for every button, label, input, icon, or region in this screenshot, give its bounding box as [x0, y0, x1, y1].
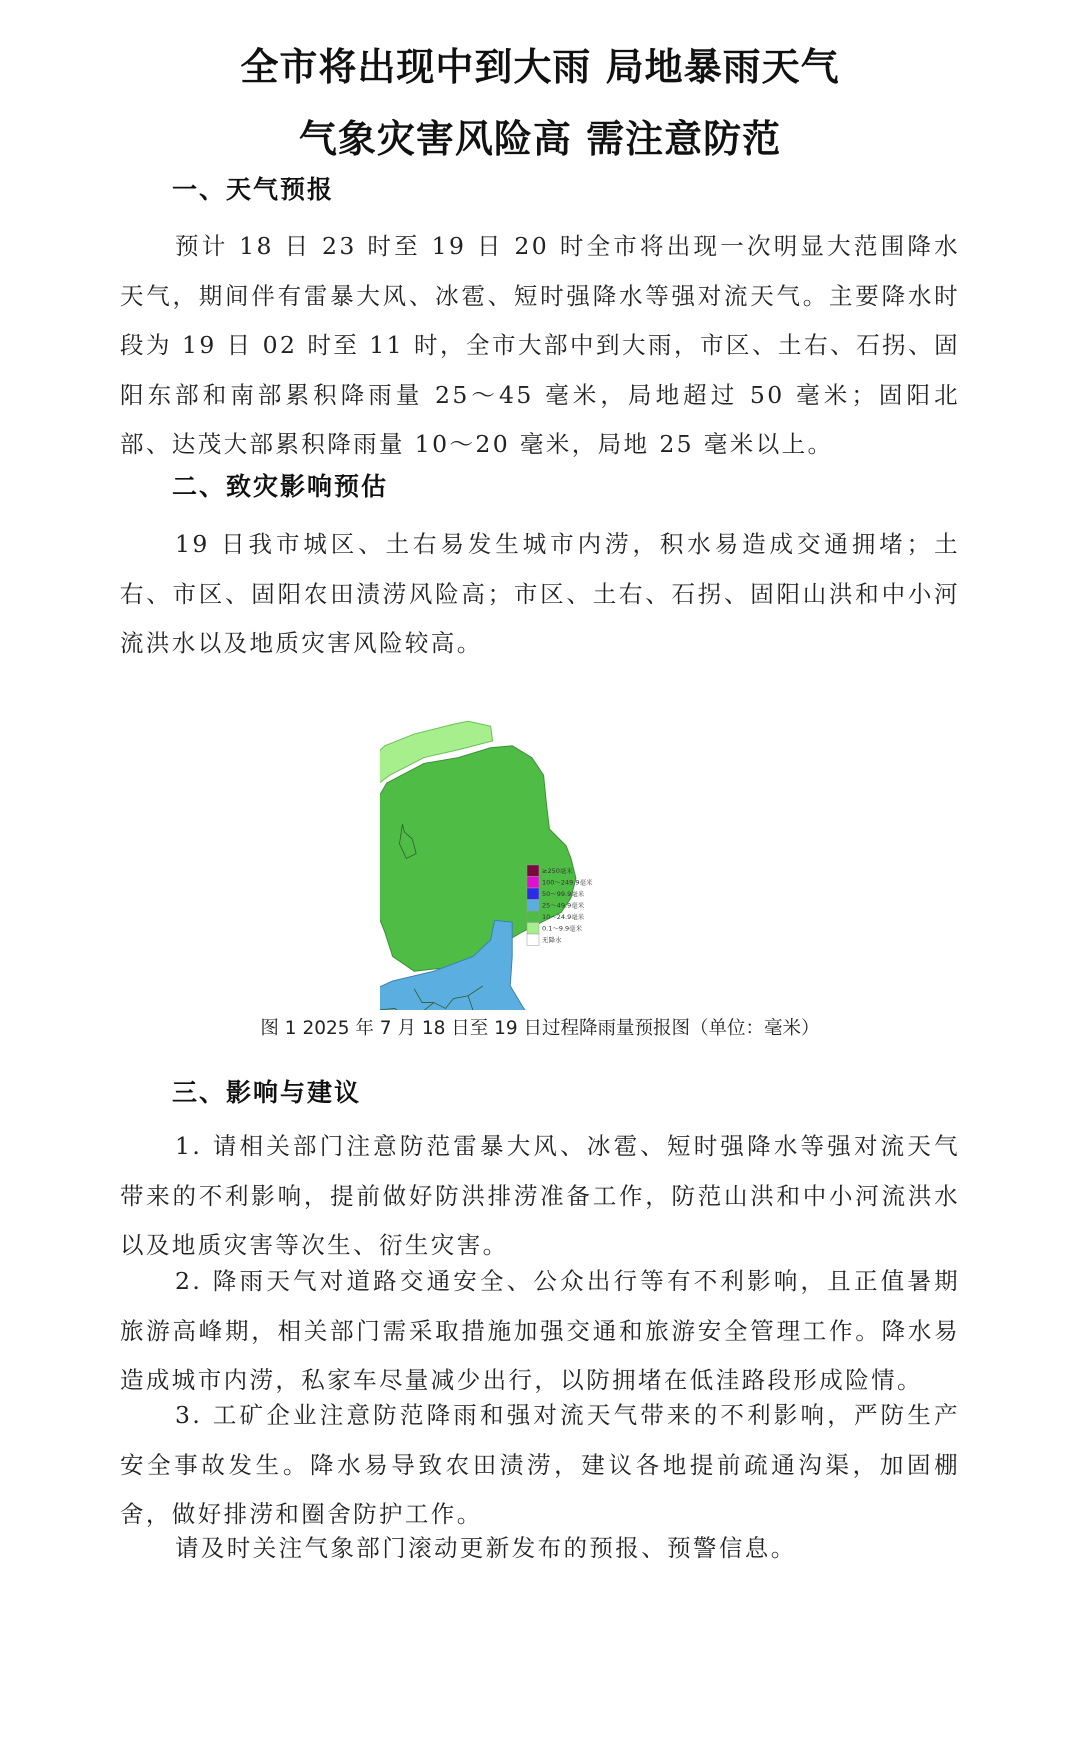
legend-swatch-5 [527, 923, 539, 935]
legend-swatch-3 [527, 900, 539, 912]
section3-heading: 三、影响与建议 [172, 1078, 362, 1107]
legend-swatch-4 [527, 911, 539, 923]
section2-heading: 二、致灾影响预估 [172, 472, 389, 501]
document-title-line2: 气象灾害风险高 需注意防范 [298, 117, 782, 161]
document-title-line1: 全市将出现中到大雨 局地暴雨天气 [240, 45, 840, 89]
section3-item-3: 3. 工矿企业注意防范降雨和强对流天气带来的不利影响，严防生产安全事故发生。降水易导致农田渍涝，建议各地提前疏通沟渠，加固棚舍，做好排涝和圈舍防护工作。 [120, 1401, 960, 1528]
legend-label-3: 25～49.9毫米 [542, 901, 585, 910]
section3-item-1: 1. 请相关部门注意防范雷暴大风、冰雹、短时强降水等强对流天气带来的不利影响，提前做好防洪排涝准备工作，防范山洪和中小河流洪水以及地质灾害等次生、衍生灾害。 [120, 1132, 960, 1259]
section2-body: 19 日我市城区、土右易发生城市内涝，积水易造成交通拥堵；土右、市区、固阳农田渍涝风险高；市区、土右、石拐、固阳山洪和中小河流洪水以及地质灾害风险较高。 [120, 530, 960, 657]
legend-label-2: 50～99.9毫米 [542, 890, 585, 898]
legend-label-5: 0.1～9.9毫米 [542, 924, 583, 933]
legend-swatch-6 [527, 934, 539, 946]
legend-label-1: 100～249.9毫米 [542, 878, 593, 887]
section1-heading: 一、天气预报 [172, 175, 335, 204]
section3-item-2: 2. 降雨天气对道路交通安全、公众出行等有不利影响，且正值暑期旅游高峰期，相关部门需采取措施加强交通和旅游安全管理工作。降水易造成城市内涝，私家车尽量减少出行，以防拥堵在低洼路段形成险情。 [120, 1267, 960, 1394]
section3-closing: 请及时关注气象部门滚动更新发布的预报、预警信息。 [175, 1534, 797, 1562]
section1-body: 预计 18 日 23 时至 19 日 20 时全市将出现一次明显大范围降水天气，期间伴有雷暴大风、冰雹、短时强降水等强对流天气。主要降水时段为 19 日 02 时至 11 时，全市大部中到大雨，市区、土右、石拐、固阳东部和南部累积降雨量 25～45 毫米，局地超过 50 毫米；固阳北部、达茂大部累积降雨量 10～20 毫米，局地 25 毫米以上。 [120, 232, 960, 458]
legend-swatch-1 [527, 877, 539, 889]
legend-label-0: ≥250毫米 [542, 867, 573, 875]
rainfall-forecast-map [380, 720, 690, 1010]
legend-swatch-2 [527, 888, 539, 900]
legend-label-4: 10～24.9毫米 [542, 913, 585, 921]
legend-label-6: 无降水 [542, 936, 562, 944]
map-caption: 图 1 2025 年 7 月 18 日至 19 日过程降雨量预报图（单位：毫米） [260, 1018, 820, 1039]
legend-swatch-0 [527, 865, 539, 877]
